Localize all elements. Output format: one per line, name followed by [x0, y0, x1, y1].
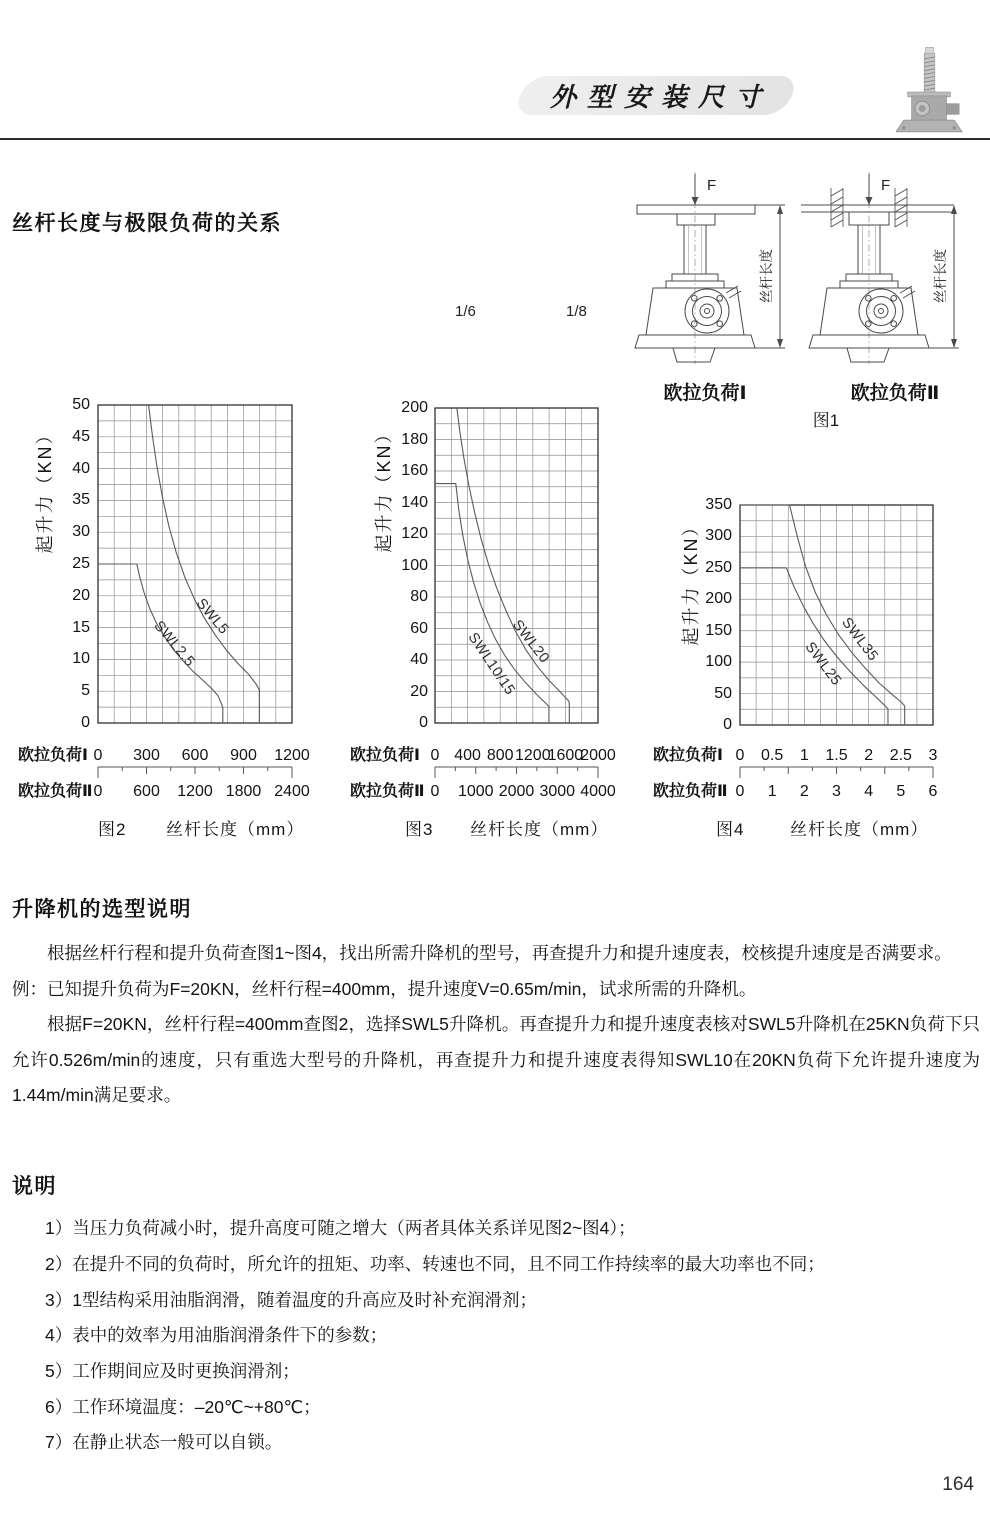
figure1-caption: 图1 — [812, 411, 840, 430]
note-item-2: 2）在提升不同的负荷时，所允许的扭矩、功率、转速也不同，且不同工作持续率的最大功率也不同； — [45, 1254, 825, 1275]
page-number: 164 — [942, 1474, 974, 1495]
fig2-curve-label-SWL2.5: SWL2.5 — [150, 618, 198, 671]
fig4-scale2-tick: 0 — [735, 783, 745, 800]
note-item-3: 3）1型结构采用油脂润滑，随着温度的升高应及时补充润滑剂； — [45, 1289, 537, 1310]
fig3-y-tick: 160 — [401, 462, 428, 479]
fig3-y-tick: 0 — [419, 714, 428, 731]
fig2-plot — [96, 403, 294, 725]
fig2-scale-ruler — [97, 766, 293, 779]
fig3-figure-label: 图3 — [405, 820, 434, 839]
fig2-scale1-tick: 300 — [133, 747, 160, 764]
fig2-y-tick: 45 — [72, 427, 90, 445]
euler-load-2-label: 欧拉负荷Ⅱ — [850, 383, 940, 404]
fig4-scale1-tick: 1.5 — [825, 747, 848, 764]
screw-length-dim-label: 丝杆长度 — [933, 249, 948, 303]
fraction-label-1-6: 1/6 — [455, 303, 476, 320]
selection-paragraph-2: 例：已知提升负荷为F=20KN，丝杆行程=400mm，提升速度V=0.65m/min，试求所需的升降机。 — [12, 978, 757, 999]
page-header-title: 外型安装尺寸 — [549, 82, 772, 112]
note-item-6: 6）工作环境温度：–20℃~+80℃； — [45, 1396, 321, 1417]
fig2-y-tick: 40 — [72, 459, 90, 477]
fig4-y-tick: 100 — [705, 653, 732, 671]
fig3-scale2-tick: 1000 — [457, 783, 494, 800]
fig3-scale2-tick: 4000 — [580, 783, 616, 800]
force-label: F — [707, 177, 717, 194]
screw-jack-icon — [896, 46, 964, 138]
fig4-y-tick: 50 — [714, 684, 732, 702]
fig3-y-tick: 200 — [401, 399, 428, 416]
euler-load-1-label: 欧拉负荷Ⅰ — [663, 383, 747, 404]
euler-load-type1-diagram — [623, 168, 793, 375]
selection-paragraph-1: 根据丝杆行程和提升负荷查图1~图4，找出所需升降机的型号，再查提升力和提升速度表，校核提升速度是否满要求。 — [47, 943, 952, 963]
fig4-euler-scale1-label: 欧拉负荷Ⅰ — [653, 747, 723, 764]
fig2-y-tick: 15 — [72, 618, 90, 636]
fig2-y-tick: 30 — [72, 523, 90, 541]
fig3-y-tick: 80 — [410, 588, 428, 605]
fig4-scale2-tick: 6 — [928, 783, 938, 800]
fig4-x-axis-title: 丝杆长度（mm） — [790, 820, 929, 839]
screw-length-dim-label: 丝杆长度 — [759, 249, 774, 303]
fig2-scale1-tick: 600 — [181, 747, 209, 764]
note-item-5: 5）工作期间应及时更换润滑剂； — [45, 1361, 300, 1382]
fig4-scale1-tick: 2 — [864, 747, 874, 764]
fig3-curve-label-SWL20: SWL20 — [508, 617, 553, 667]
fig4-y-tick: 200 — [705, 590, 732, 608]
fig4-scale1-tick: 2.5 — [889, 747, 912, 764]
fig2-scale1-tick: 0 — [93, 747, 103, 764]
header-rule — [0, 138, 990, 140]
fig2-figure-label: 图2 — [98, 820, 127, 839]
fig2-euler-scale2-label: 欧拉负荷Ⅱ — [18, 783, 93, 800]
fig3-y-axis-title: 起升力（KN） — [374, 423, 394, 553]
fig3-y-tick: 120 — [401, 525, 428, 542]
fig2-y-tick: 25 — [72, 555, 90, 572]
fig2-curve-label-SWL5: SWL5 — [192, 595, 232, 638]
fig3-scale1-tick: 2000 — [580, 747, 616, 764]
fig3-y-tick: 60 — [410, 619, 428, 637]
fig2-y-tick: 5 — [81, 682, 90, 700]
fig4-scale2-tick: 3 — [832, 783, 841, 800]
fig3-scale1-tick: 1600 — [547, 747, 584, 764]
note-item-7: 7）在静止状态一般可以自锁。 — [45, 1432, 283, 1453]
fig4-scale2-tick: 5 — [896, 783, 906, 800]
fig3-scale1-tick: 1200 — [515, 747, 551, 764]
fig3-euler-scale2-label: 欧拉负荷Ⅱ — [350, 783, 425, 800]
fig4-y-axis-title: 起升力（KN） — [681, 516, 701, 646]
fig3-y-tick: 180 — [401, 430, 428, 448]
fig2-scale2-tick: 1200 — [177, 783, 213, 800]
fig3-scale1-tick: 800 — [486, 747, 514, 764]
fig2-y-tick: 35 — [72, 491, 90, 509]
fig2-scale2-tick: 600 — [133, 783, 160, 800]
section-title-selection: 升降机的选型说明 — [12, 898, 192, 921]
fig3-plot — [433, 406, 600, 725]
fig3-curve-SWL10/15 — [435, 484, 549, 723]
fig2-y-tick: 50 — [72, 396, 90, 413]
fig2-scale2-tick: 2400 — [274, 783, 310, 800]
fig2-y-axis-title: 起升力（KN） — [35, 424, 55, 554]
section-title-notes: 说明 — [12, 1175, 57, 1198]
fig3-y-tick: 40 — [410, 651, 428, 668]
fig3-scale-ruler — [434, 766, 599, 779]
fig4-scale2-tick: 1 — [767, 783, 777, 800]
fig2-scale2-tick: 0 — [93, 783, 103, 800]
fig3-y-tick: 100 — [401, 556, 428, 574]
selection-text-block — [12, 936, 980, 1114]
fig4-scale2-tick: 2 — [799, 783, 809, 800]
euler-load-type2-diagram — [797, 168, 967, 375]
fig2-x-axis-title: 丝杆长度（mm） — [166, 820, 305, 839]
fig2-euler-scale1-label: 欧拉负荷Ⅰ — [18, 747, 88, 764]
fig4-plot — [738, 503, 935, 727]
section-title-screw-length: 丝杆长度与极限负荷的关系 — [12, 212, 282, 235]
fig4-euler-scale2-label: 欧拉负荷Ⅱ — [653, 783, 728, 800]
fig3-scale1-tick: 0 — [430, 747, 440, 764]
fig4-y-tick: 250 — [705, 558, 732, 576]
fig4-curve-label-SWL35: SWL35 — [838, 614, 882, 665]
fig3-scale1-tick: 400 — [454, 747, 481, 764]
fig4-scale-ruler — [739, 766, 934, 779]
fig3-scale2-tick: 3000 — [539, 783, 576, 800]
header-band — [520, 76, 792, 115]
selection-paragraph-3: 根据F=20KN，丝杆行程=400mm查图2，选择SWL5升降机。再查提升力和提升速度表核对SWL5升降机在25KN负荷下只允许0.526m/min的速度，只有重选大型号的升降机，再查提升力和提升速度表得知SWL10在20KN负荷下允许提升速度为1.44m/min满足要求。 — [12, 1014, 980, 1105]
notes-list — [45, 1210, 825, 1460]
fraction-label-1-8: 1/8 — [566, 303, 587, 320]
fig4-y-tick: 0 — [723, 716, 732, 733]
fig4-scale1-tick: 3 — [928, 747, 938, 764]
fig2-scale1-tick: 900 — [230, 747, 257, 764]
fig4-y-tick: 350 — [705, 496, 732, 513]
fig4-y-tick: 150 — [705, 621, 732, 639]
fig2-scale1-tick: 1200 — [274, 747, 310, 764]
fig4-scale1-tick: 0 — [735, 747, 745, 764]
fig2-y-tick: 0 — [81, 714, 90, 731]
note-item-1: 1）当压力负荷减小时，提升高度可随之增大（两者具体关系详见图2~图4）； — [45, 1218, 636, 1239]
fig3-curve-label-SWL10/15: SWL10/15 — [464, 629, 518, 699]
fig3-y-tick: 20 — [410, 682, 428, 700]
fig4-figure-label: 图4 — [716, 820, 745, 839]
fig3-y-tick: 140 — [401, 493, 428, 511]
fig2-scale2-tick: 1800 — [225, 783, 262, 800]
force-label: F — [881, 177, 891, 194]
fig3-x-axis-title: 丝杆长度（mm） — [470, 820, 609, 839]
fig3-scale2-tick: 2000 — [498, 783, 535, 800]
fig2-y-tick: 20 — [72, 586, 90, 604]
fig4-scale1-tick: 1 — [799, 747, 809, 764]
fig4-scale1-tick: 0.5 — [761, 747, 784, 764]
fig3-euler-scale1-label: 欧拉负荷Ⅰ — [350, 747, 420, 764]
fig4-y-tick: 300 — [705, 527, 732, 545]
fig2-y-tick: 10 — [72, 650, 90, 668]
note-item-4: 4）表中的效率为用油脂润滑条件下的参数； — [45, 1325, 388, 1346]
fig4-scale2-tick: 4 — [864, 783, 874, 800]
fig3-scale2-tick: 0 — [430, 783, 440, 800]
fig4-curve-label-SWL25: SWL25 — [801, 639, 845, 689]
